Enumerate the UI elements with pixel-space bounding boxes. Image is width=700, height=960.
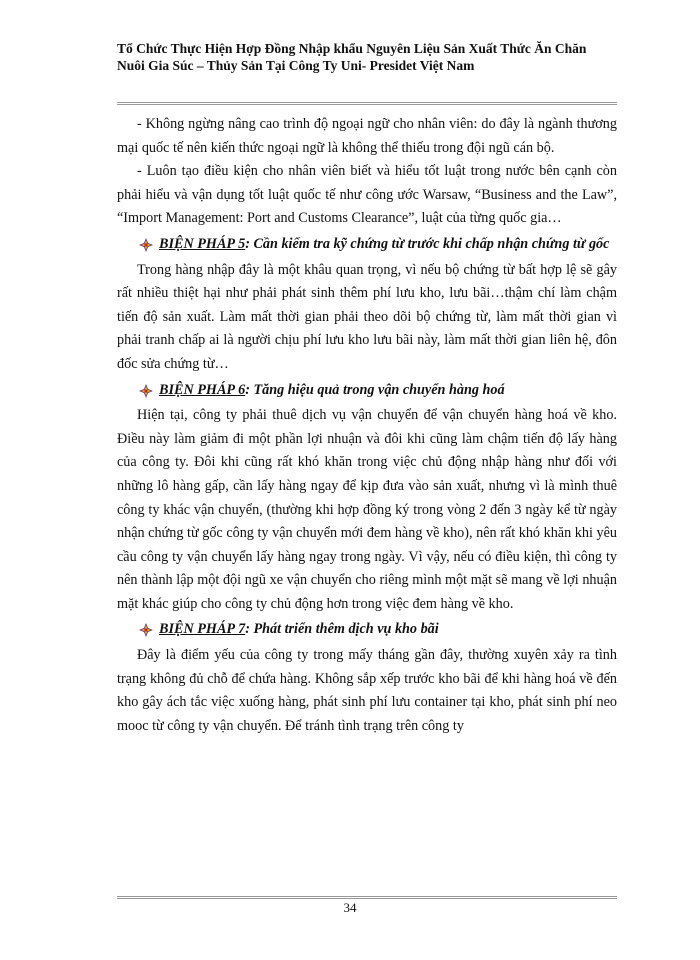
document-body xyxy=(117,113,617,738)
paragraph-transport: Hiện tại, công ty phải thuê dịch vụ vận chuyển để vận chuyển hàng hoá về kho. Điều này làm giảm đi một phần lợi nhuận và đôi khi cũng làm chậm tiến độ lấy hàng của công ty. Đôi khi cũng rất khó khăn trong việc chủ động nhập hàng như đối với những lô hàng gấp, cần lấy hàng ngay để kịp đưa vào sản xuất, nhưng vì là mình thuê công ty khác vận chuyển, (thường khi hợp đồng ký trong vòng 2 đến 3 ngày kể từ ngày nhận chứng từ gốc công ty vận chuyển mới đem hàng về kho), nên rất khó khăn khi yêu cầu công ty vận chuyển lấy hàng ngay trong ngày. Vì vậy, nếu có điều kiện, thì công ty nên thành lập một đội ngũ xe vận chuyển cho riêng mình một mặt sẽ mang về lợi nhuận mặt khác giúp cho công ty chủ động hơn trong việc đem hàng về kho. xyxy=(117,407,617,612)
heading-measure-7-text: : Phát triển thêm dịch vụ kho bãi xyxy=(245,621,439,638)
header-divider xyxy=(117,102,617,105)
heading-measure-5-label: BIỆN PHÁP 5 xyxy=(159,235,246,252)
footer-divider xyxy=(117,896,617,899)
heading-measure-7 xyxy=(117,618,617,642)
paragraph-law-knowledge: - Luôn tạo điều kiện cho nhân viên biết và hiểu tốt luật trong nước bên cạnh còn phải hiểu và vận dụng tốt luật quốc tế như công ước Warsaw, “Business and the Law”, “Import Management: Port and Customs Clearance”, luật của từng quốc gia… xyxy=(117,163,617,227)
paragraph-warehouse: Đây là điểm yếu của công ty trong mấy tháng gần đây, thường xuyên xảy ra tình trạng không đủ chỗ để chứa hàng. Không sắp xếp trước kho bãi để khi hàng hoá về đến kho gây ách tắc việc xuống hàng, phát sinh phí lưu container tại kho, phát sinh phí neo mooc từ công ty vận chuyển. Để tránh tình trạng trên công ty xyxy=(117,647,617,734)
page-number: 34 xyxy=(343,900,357,915)
heading-measure-5 xyxy=(117,233,617,257)
heading-measure-6-text: : Tăng hiệu quả trong vận chuyển hàng hoá xyxy=(245,381,505,398)
heading-measure-5-text: : Cần kiểm tra kỹ chứng từ trước khi chấp nhận chứng từ gốc xyxy=(245,235,610,252)
document-header-title: Tổ Chức Thực Hiện Hợp Đồng Nhập khẩu Nguyên Liệu Sản Xuất Thức Ăn Chăn Nuôi Gia Súc – Thủy Sản Tại Công Ty Uni- Presidet Việt Nam xyxy=(117,41,587,73)
paragraph-foreign-language: - Không ngừng nâng cao trình độ ngoại ngữ cho nhân viên: do đây là ngành thương mại quốc tế nên kiến thức ngoại ngữ là không thể thiếu trong đội ngũ cán bộ. xyxy=(117,116,617,156)
four-point-star-bullet-icon xyxy=(139,384,153,398)
paragraph-document-check: Trong hàng nhập đây là một khâu quan trọng, vì nếu bộ chứng từ bất hợp lệ sẽ gây rất nhiều thiệt hại như phải phát sinh thêm phí lưu kho, lưu bãi…thậm chí làm chậm tiến độ sản xuất. Làm mất thời gian phải theo dõi bộ chứng từ, làm mất thời gian vì phải tranh chấp ai là người chịu phí lưu kho lưu bãi này, làm mất thời gian liên hệ, đôn đốc sửa chứng từ… xyxy=(117,261,617,372)
heading-measure-6 xyxy=(117,379,617,403)
four-point-star-bullet-icon xyxy=(139,238,153,252)
heading-measure-7-label: BIỆN PHÁP 7 xyxy=(159,621,246,638)
four-point-star-bullet-icon xyxy=(139,623,153,637)
heading-measure-6-label: BIỆN PHÁP 6 xyxy=(159,381,246,398)
